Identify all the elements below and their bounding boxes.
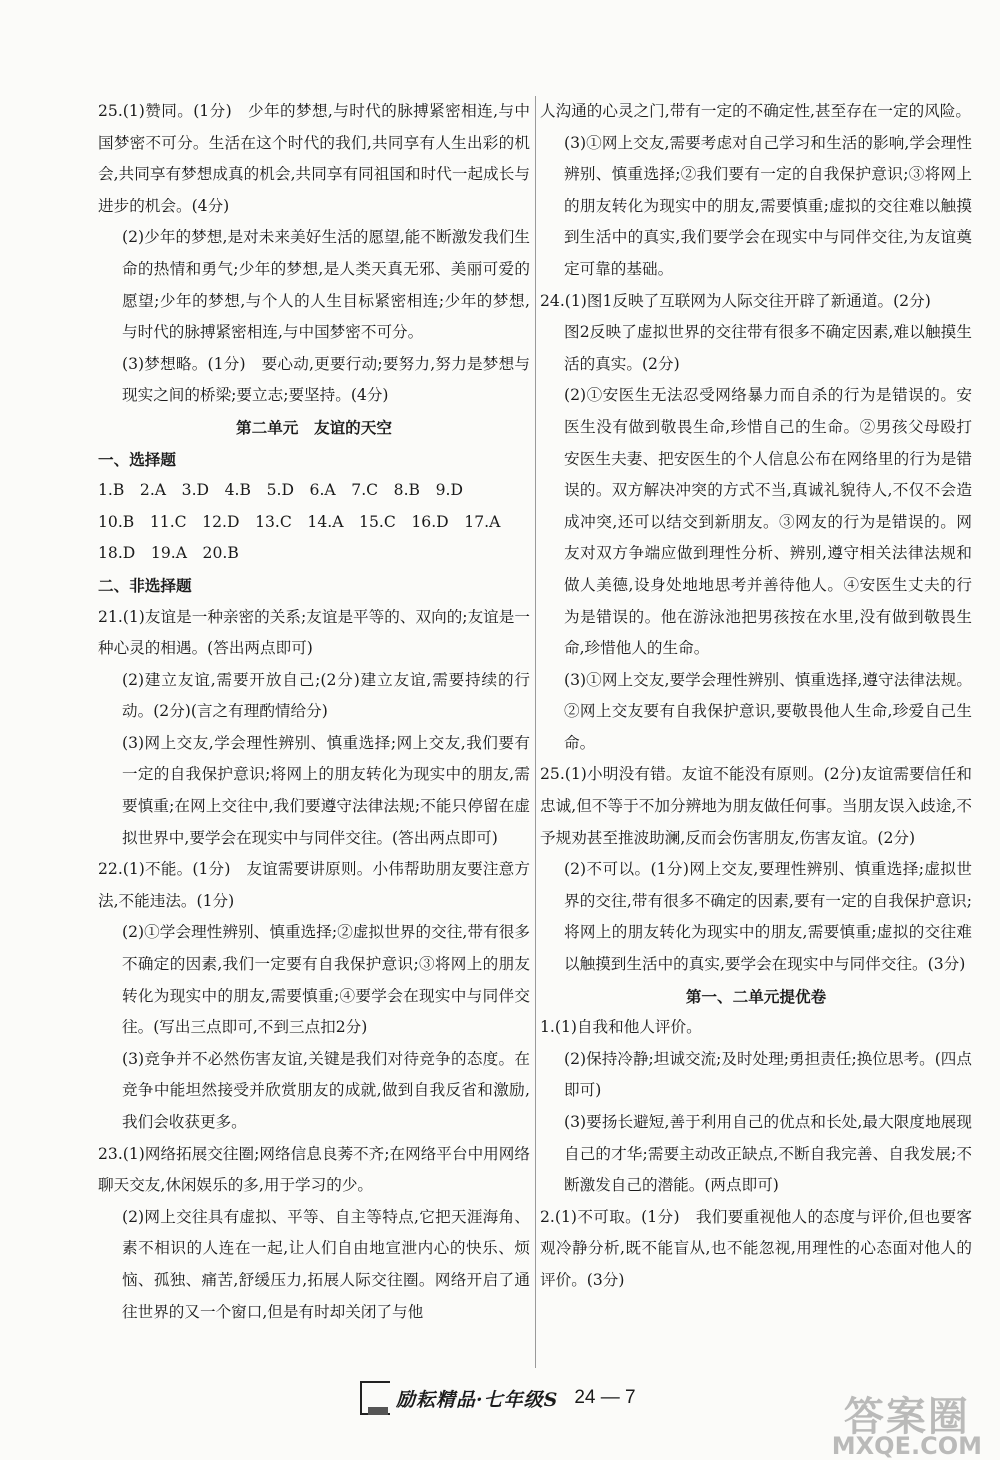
answer-paragraph: (3)竞争并不必然伤害友谊,关键是我们对待竞争的态度。在竞争中能坦然接受并欣赏朋友的成就,做到自我反省和激励,我们会收获更多。	[122, 1049, 530, 1131]
answer-paragraph: 23.(1)网络拓展交往圈;网络信息良莠不齐;在网络平台中用网络聊天交友,休闲娱乐的多,用于学习的少。	[98, 1144, 530, 1195]
watermark-line2: MXQE.COM	[831, 1432, 982, 1460]
page-number: 24 — 7	[574, 1387, 636, 1408]
answer-paragraph: (3)要扬长避短,善于利用自己的优点和长处,最大限度地展现自己的才华;需要主动改正缺点,不断自我完善、自我发展;不断激发自己的潜能。(两点即可)	[564, 1113, 972, 1195]
brand-logo-icon	[360, 1381, 390, 1415]
answer-row: 1.B 2.A 3.D 4.B 5.D 6.A 7.C 8.B 9.D	[98, 481, 463, 500]
answer-row: 18.D 19.A 20.B	[98, 544, 239, 563]
answer-paragraph: 人沟通的心灵之门,带有一定的不确定性,甚至存在一定的风险。	[540, 102, 971, 120]
answer-paragraph: 21.(1)友谊是一种亲密的关系;友谊是平等的、双向的;友谊是一种心灵的相遇。(答出两点即可)	[98, 607, 530, 658]
answer-paragraph: (3)网上交友,学会理性辨别、慎重选择;网上交友,我们要有一定的自我保护意识;将网上的朋友转化为现实中的朋友,需要慎重;在网上交往中,我们要遵守法律法规;不能只停留在虚拟世界中,要学会在现实中与同伴交往。(答出两点即可)	[122, 733, 530, 847]
answer-paragraph: (2)不可以。(1分)网上交友,要理性辨别、慎重选择;虚拟世界的交往,带有很多不确定的因素,要有一定的自我保护意识;将网上的朋友转化为现实中的朋友,需要慎重;虚拟的交往难以触摸到生活中的真实,要学会在现实中与同伴交往。(3分)	[564, 860, 972, 974]
section-heading: 一、选择题	[98, 449, 176, 469]
answer-paragraph: 图2反映了虚拟世界的交往带有很多不确定因素,难以触摸生活的真实。(2分)	[564, 323, 972, 373]
right-column	[540, 96, 972, 1297]
brand-name: 励耘精品·七年级S	[396, 1388, 559, 1411]
answer-paragraph: 1.(1)自我和他人评价。	[540, 1018, 702, 1037]
answer-row: 10.B 11.C 12.D 13.C 14.A 15.C 16.D 17.A	[98, 512, 501, 531]
answer-paragraph: (3)①网上交友,要学会理性辨别、慎重选择,遵守法律法规。②网上交友要有自我保护意识,要敬畏他人生命,珍爱自己生命。	[564, 670, 972, 752]
answer-paragraph: (2)少年的梦想,是对未来美好生活的愿望,能不断激发我们生命的热情和勇气;少年的梦想,是人类天真无邪、美丽可爱的愿望;少年的梦想,与个人的人生目标紧密相连;少年的梦想,与时代的脉搏紧密相连,与中国梦密不可分。	[122, 228, 530, 342]
answer-paragraph: (2)保持冷静;坦诚交流;及时处理;勇担责任;换位思考。(四点即可)	[564, 1049, 972, 1100]
column-divider	[535, 96, 536, 1368]
answer-paragraph: (3)梦想略。(1分) 要心动,更要行动;要努力,努力是梦想与现实之间的桥梁;要立志;要坚持。(4分)	[122, 354, 530, 405]
answer-paragraph: (2)网上交往具有虚拟、平等、自主等特点,它把天涯海角、素不相识的人连在一起,让人们自由地宣泄内心的快乐、烦恼、孤独、痛苦,舒缓压力,拓展人际交往圈。网络开启了通往世界的又一个窗口,但是有时却关闭了与他	[122, 1207, 530, 1321]
answer-paragraph: (2)①学会理性辨别、慎重选择;②虚拟世界的交往,带有很多不确定的因素,我们一定要有自我保护意识;③将网上的朋友转化为现实中的朋友,需要慎重;④要学会在现实中与同伴交往。(写出三点即可,不到三点扣2分)	[122, 923, 530, 1037]
answer-paragraph: 25.(1)小明没有错。友谊不能没有原则。(2分)友谊需要信任和忠诚,但不等于不加分辨地为朋友做任何事。当朋友误入歧途,不予规劝甚至推波助澜,反而会伤害朋友,伤害友谊。(2分)	[540, 765, 972, 847]
answer-paragraph: 2.(1)不可取。(1分) 我们要重视他人的态度与评价,但也要客观冷静分析,既不能盲从,也不能忽视,用理性的心态面对他人的评价。(3分)	[540, 1207, 972, 1289]
watermark-line1: 答案圈	[843, 1394, 970, 1440]
section-title: 第二单元 友谊的天空	[236, 417, 392, 437]
section-title: 第一、二单元提优卷	[685, 986, 827, 1006]
left-column	[98, 96, 530, 1328]
answer-paragraph: 22.(1)不能。(1分) 友谊需要讲原则。小伟帮助朋友要注意方法,不能违法。(1分)	[98, 860, 530, 910]
answer-paragraph: (2)建立友谊,需要开放自己;(2分)建立友谊,需要持续的行动。(2分)(言之有理酌情给分)	[122, 670, 530, 721]
answer-paragraph: (2)①安医生无法忍受网络暴力而自杀的行为是错误的。安医生没有做到敬畏生命,珍惜自己的生命。②男孩父母殴打安医生夫妻、把安医生的个人信息公布在网络里的行为是错误的。双方解决冲突的方式不当,真诚礼貌待人,不仅不会造成冲突,还可以结交到新朋友。③网友的行为是错误的。网友对双方争端应做到理性分析、辨别,遵守相关法律法规和做人美德,设身处地地思考并善待他人。④安医生丈夫的行为是错误的。他在游泳池把男孩按在水里,没有做到敬畏生命,珍惜他人的生命。	[564, 386, 972, 658]
page-footer	[360, 1380, 636, 1416]
answer-paragraph: 24.(1)图1反映了互联网为人际交往开辟了新通道。(2分)	[540, 291, 931, 310]
answer-paragraph: 25.(1)赞同。(1分) 少年的梦想,与时代的脉搏紧密相连,与中国梦密不可分。生活在这个时代的我们,共同享有人生出彩的机会,共同享有梦想成真的机会,共同享有同祖国和时代一起成长与进步的机会。(4分)	[98, 102, 530, 215]
answer-paragraph: (3)①网上交友,需要考虑对自己学习和生活的影响,学会理性辨别、慎重选择;②我们要有一定的自我保护意识;③将网上的朋友转化为现实中的朋友,需要慎重;虚拟的交往难以触摸到生活中的真实,我们要学会在现实中与同伴交往,为友谊奠定可靠的基础。	[564, 133, 972, 278]
watermark-logo	[832, 1385, 982, 1460]
section-heading: 二、非选择题	[98, 575, 192, 595]
